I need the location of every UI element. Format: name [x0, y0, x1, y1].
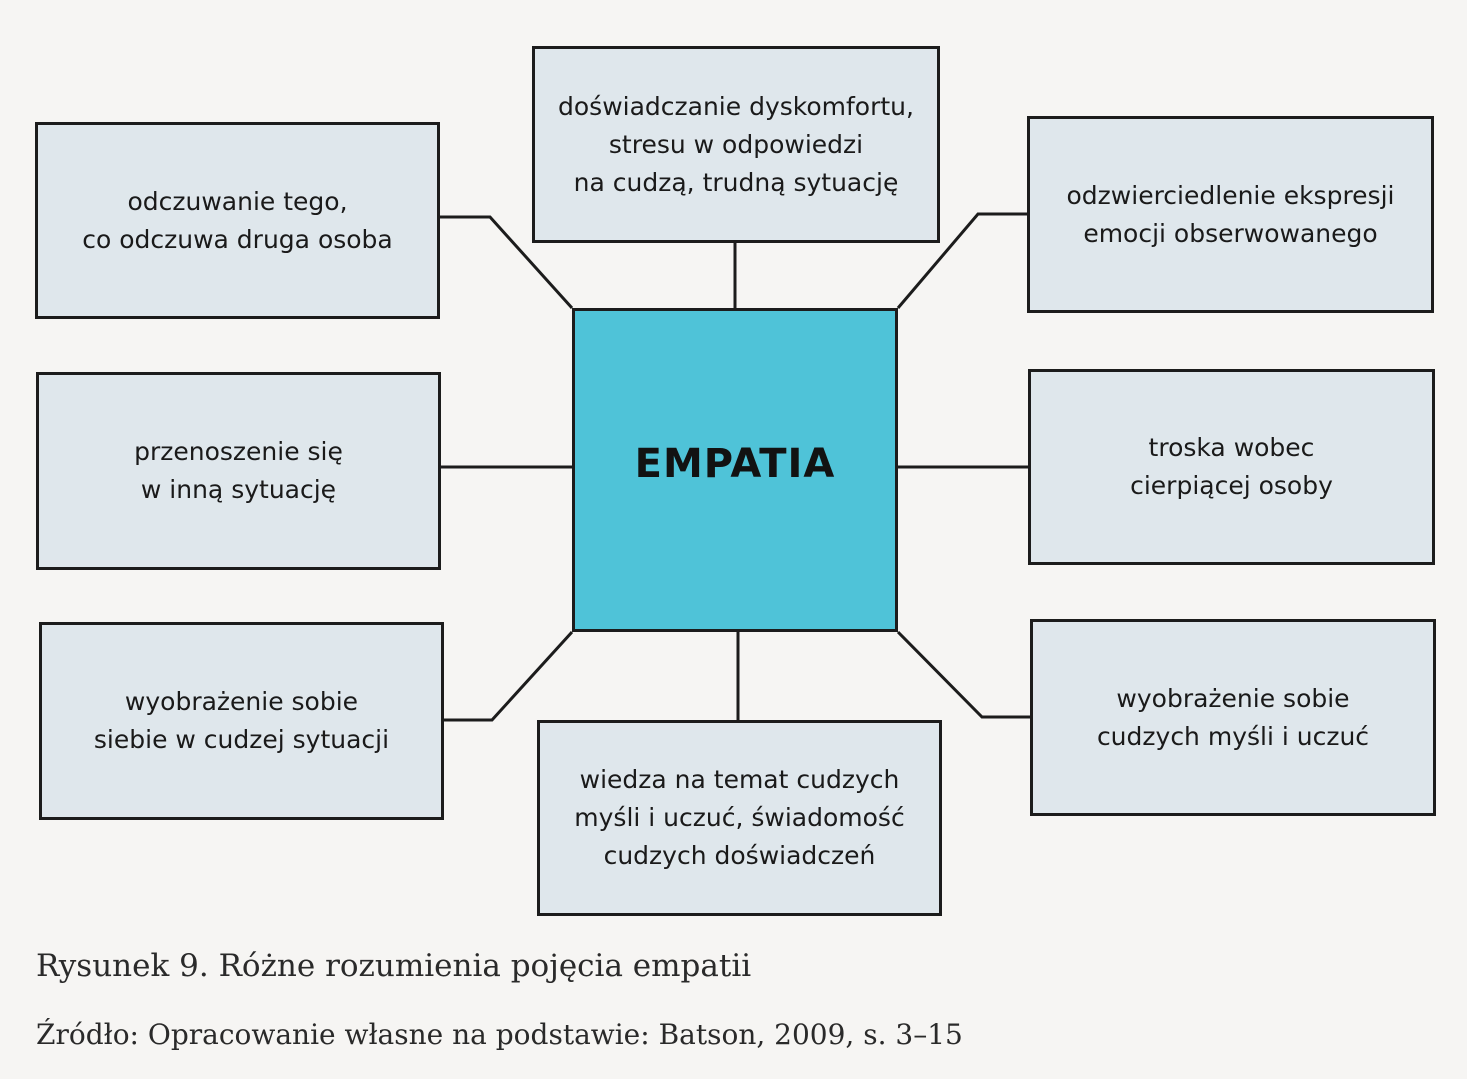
node-top-right: [1027, 116, 1434, 313]
node-top-right-label: odzwierciedlenie ekspresji emocji obserwowanego: [1066, 180, 1395, 248]
node-top-label: doświadczanie dyskomfortu, stresu w odpowiedzi na cudzą, trudną sytuację: [558, 91, 914, 197]
node-bottom-right: [1030, 619, 1436, 816]
connector-bottom-left: [444, 632, 572, 720]
center-label: EMPATIA: [634, 441, 836, 487]
node-bottom-label: wiedza na temat cudzych myśli i uczuć, świadomość cudzych doświadczeń: [574, 765, 905, 870]
figure-source: Źródło: Opracowanie własne na podstawie: Batson, 2009, s. 3–15: [36, 1018, 963, 1051]
node-top: [532, 46, 940, 243]
node-top-left: [35, 122, 440, 319]
node-top-left-label: odczuwanie tego, co odczuwa druga osoba: [82, 186, 393, 254]
connector-bottom-right: [898, 632, 1030, 717]
node-bottom-right-label: wyobrażenie sobie cudzych myśli i uczuć: [1096, 683, 1370, 751]
node-mid-right: [1028, 369, 1435, 565]
node-mid-left: [36, 372, 441, 570]
node-bottom: [537, 720, 942, 916]
node-mid-left-label: przenoszenie się w inną sytuację: [134, 437, 343, 504]
figure-caption: Rysunek 9. Różne rozumienia pojęcia empatii: [36, 948, 752, 984]
node-bottom-left-label: wyobrażenie sobie siebie w cudzej sytuacji: [93, 687, 390, 754]
center-node: [572, 308, 898, 632]
node-mid-right-label: troska wobec cierpiącej osoby: [1130, 433, 1333, 500]
node-bottom-left: [39, 622, 444, 820]
